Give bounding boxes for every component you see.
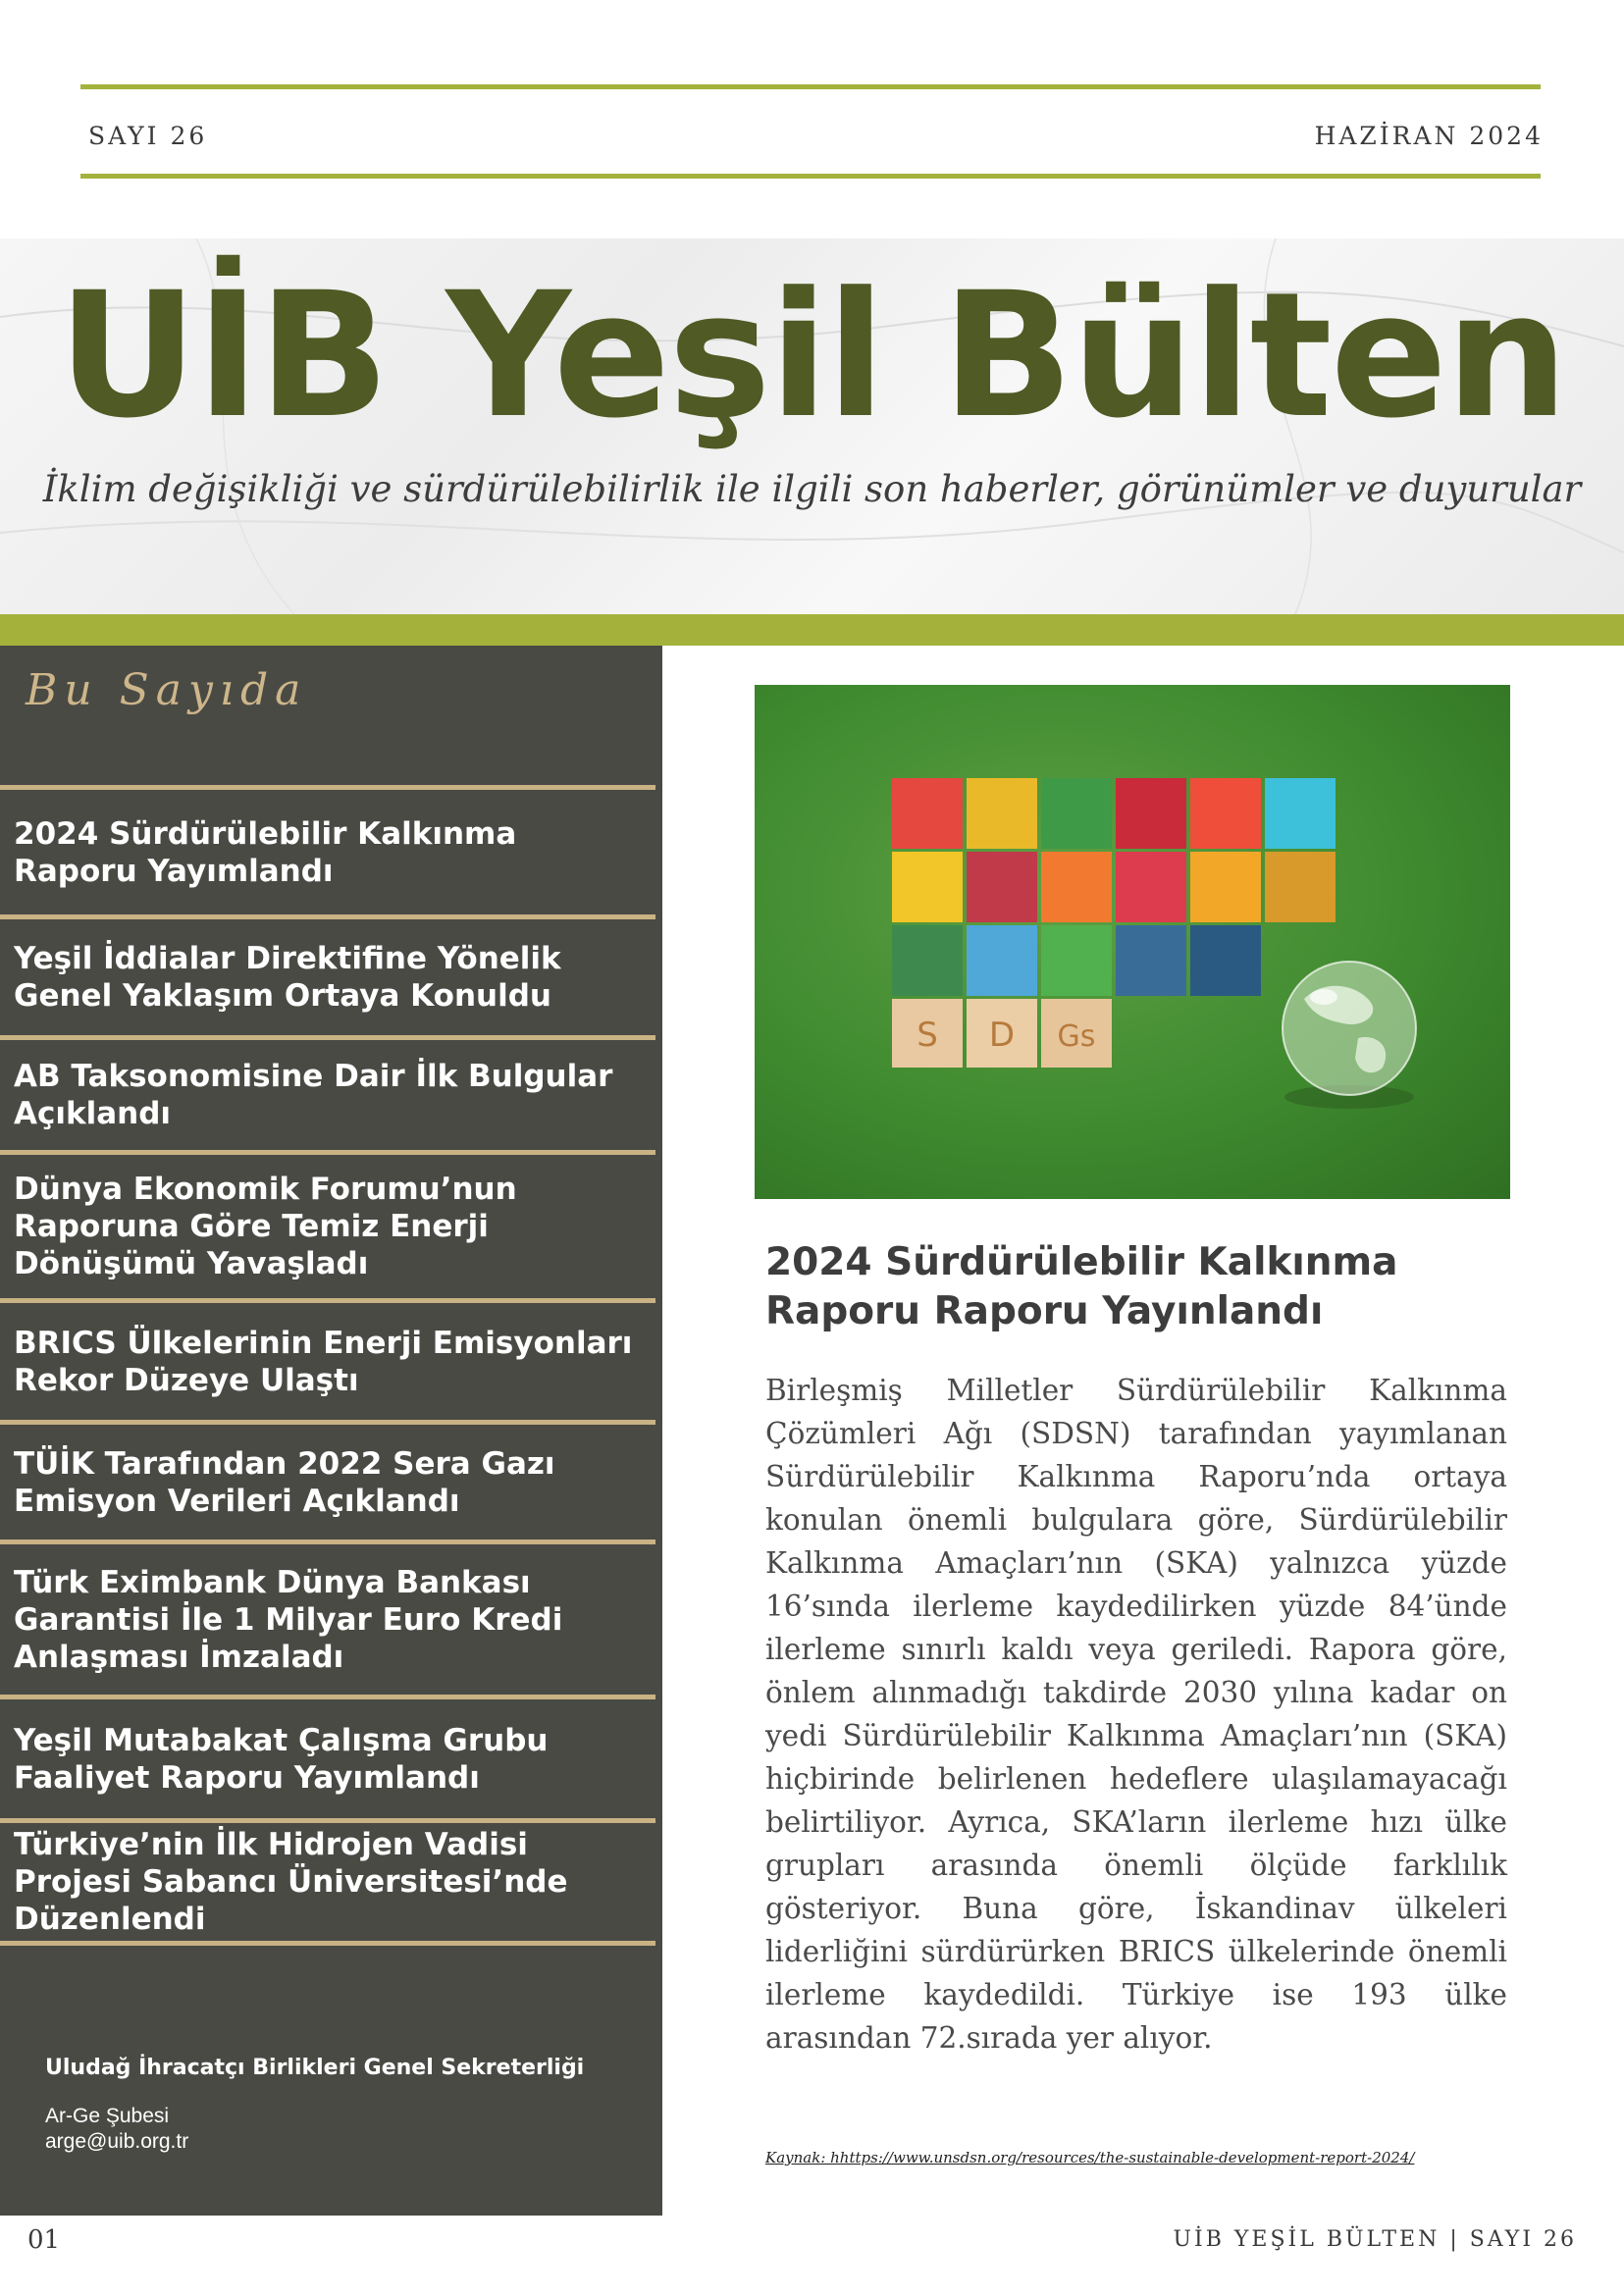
source-link[interactable]: Kaynak: hhttps://www.unsdsn.org/resources/the-sustainable-development-report-2024/ bbox=[765, 2149, 1415, 2166]
contact-email[interactable]: arge@uib.org.tr bbox=[45, 2130, 189, 2153]
newsletter-subtitle: İklim değişikliği ve sürdürülebilirlik ile ilgili son haberler, görünümler ve duyurular bbox=[42, 468, 1582, 510]
newsletter-title: UİB Yeşil Bülten bbox=[57, 255, 1567, 456]
toc-item[interactable]: Yeşil İddialar Direktifine Yönelik Genel Yaklaşım Ortaya Konuldu bbox=[14, 941, 561, 1014]
sdgs-wooden-blocks bbox=[892, 999, 1112, 1068]
toc-item[interactable]: 2024 Sürdürülebilir Kalkınma Raporu Yayımlandı bbox=[14, 815, 517, 889]
toc-item[interactable]: Dünya Ekonomik Forumu’nun Raporuna Göre Temiz Enerji Dönüşümü Yavaşladı bbox=[14, 1172, 517, 1281]
block-letter: S bbox=[917, 1016, 938, 1055]
block-letter: D bbox=[988, 1016, 1016, 1055]
toc-item[interactable]: BRICS Ülkelerinin Enerji Emisyonları Rekor Düzeye Ulaştı bbox=[14, 1325, 633, 1398]
toc-item[interactable]: Yeşil Mutabakat Çalışma Grubu Faaliyet Raporu Yayımlandı bbox=[14, 1722, 549, 1796]
top-rule-lower bbox=[80, 174, 1541, 179]
footer-title: UİB YEŞİL BÜLTEN | SAYI 26 bbox=[1173, 2227, 1577, 2252]
glass-globe bbox=[1283, 962, 1416, 1109]
toc-item[interactable]: AB Taksonomisine Dair İlk Bulgular Açıklandı bbox=[14, 1059, 613, 1131]
article-title: 2024 Sürdürülebilir Kalkınma Raporu Raporu Yayınlandı bbox=[765, 1240, 1398, 1333]
top-rule-upper bbox=[80, 84, 1541, 89]
issue-date: HAZİRAN 2024 bbox=[1314, 122, 1544, 150]
table-of-contents bbox=[0, 785, 655, 1946]
toc-item[interactable]: TÜİK Tarafından 2022 Sera Gazı Emisyon Verileri Açıklandı bbox=[14, 1445, 555, 1519]
toc-separator bbox=[0, 1941, 655, 1946]
organization-name: Uludağ İhracatçı Birlikleri Genel Sekreterliği bbox=[45, 2056, 585, 2080]
sdg-cubes-photo bbox=[755, 685, 1510, 1199]
masthead bbox=[0, 238, 1624, 614]
article-body: Birleşmiş Milletler Sürdürülebilir Kalkınma Çözümleri Ağı (SDSN) tarafından yayımlanan Sürdürülebilir Kalkınma Raporu’nda ortaya konulan önemli bulgulara göre, Sürdürülebilir Kalkınma Amaçları’nın (SKA) yalnızca yüzde 16’sında ilerleme kaydedilirken yüzde 84’ünde ilerleme sınırlı kaldı veya geriledi. Rapora göre, önlem alınmadığı takdirde 2030 yılına kadar on yedi Sürdürülebilir Kalkınma Amaçları’nın (SKA) hiçbirinde belirlenen hedeflere ulaşılamayacağı belirtiliyor. Ayrıca, SKA’ların ilerleme hızı ülke grupları arasında önemli ölçüde farklılık gösteriyor. Buna göre, İskandinav ülkeleri liderliğini sürdürürken BRICS ülkelerinde önemli ilerleme kaydedildi. Türkiye ise 193 ülke arasından 72.sırada yer alıyor. bbox=[765, 1374, 1507, 2055]
toc-item[interactable]: Türk Eximbank Dünya Bankası Garantisi İle 1 Milyar Euro Kredi Anlaşması İmzaladı bbox=[14, 1564, 563, 1675]
green-band bbox=[0, 614, 1624, 646]
sdg-color-cubes bbox=[892, 778, 1336, 996]
issue-number: SAYI 26 bbox=[88, 122, 208, 150]
department-name: Ar-Ge Şubesi bbox=[45, 2105, 170, 2127]
sidebar-heading: Bu Sayıda bbox=[26, 665, 308, 715]
toc-item[interactable]: Türkiye’nin İlk Hidrojen Vadisi Projesi Sabancı Üniversitesi’nde Düzenlendi bbox=[14, 1827, 568, 1937]
sidebar bbox=[0, 646, 662, 2216]
block-letter: Gs bbox=[1057, 1019, 1096, 1054]
page-number: 01 bbox=[27, 2225, 61, 2255]
